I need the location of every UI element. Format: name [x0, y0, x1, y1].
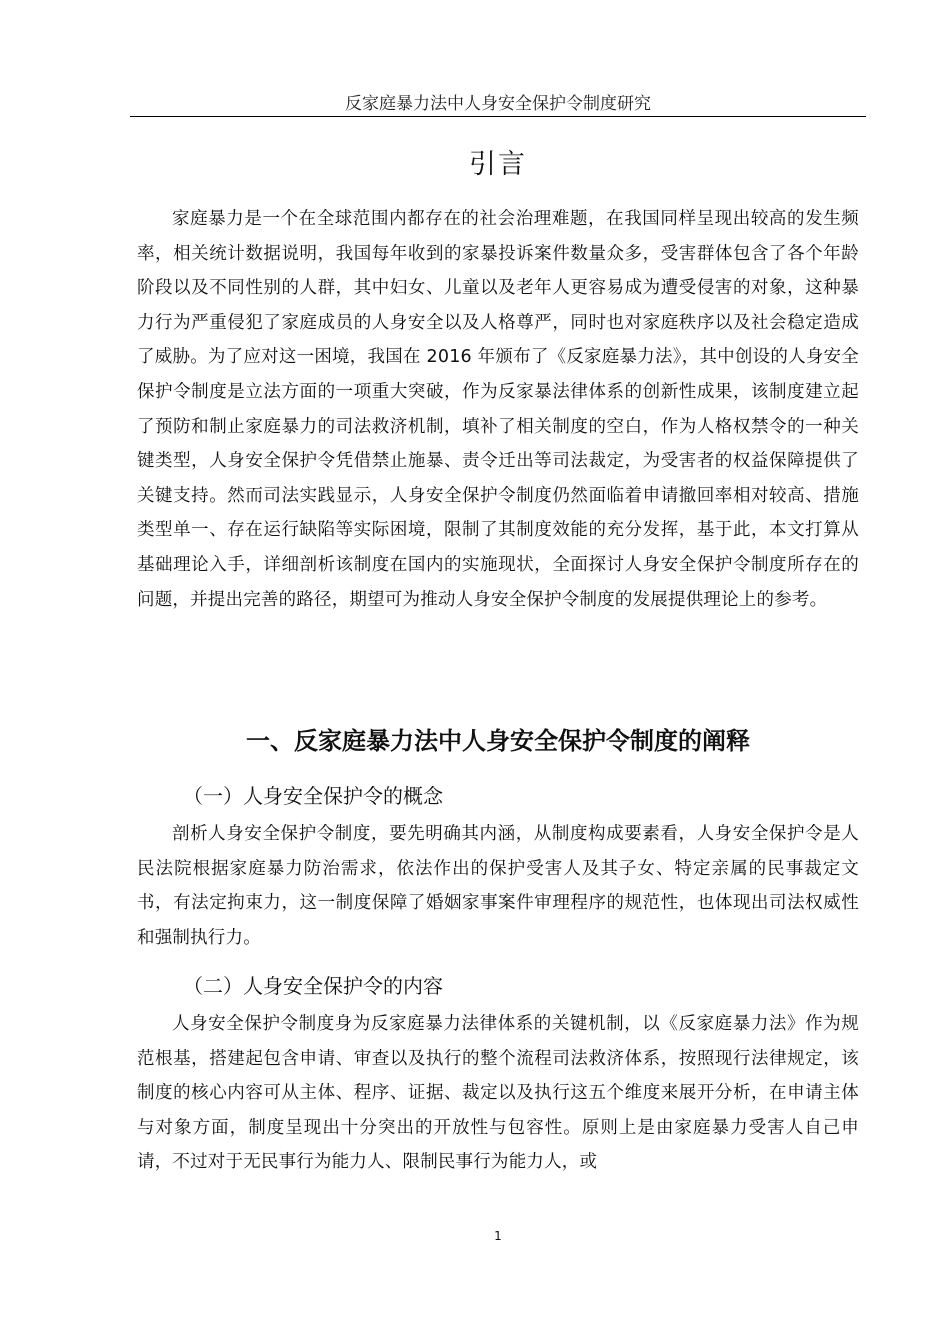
subsection-1-heading: （一）人身安全保护令的概念 — [183, 784, 443, 808]
subsection-2-paragraph: 人身安全保护令制度身为反家庭暴力法律体系的关键机制，以《反家庭暴力法》作为规范根基，搭建起包含申请、审查以及执行的整个流程司法救济体系，按照现行法律规定，该制度的核心内容可从主体、程序、证据、裁定以及执行这五个维度来展开分析，在申请主体与对象方面，制度呈现出十分突出的开放性与包容性。原则上是由家庭暴力受害人自己申请，不过对于无民事行为能力人、限制民事行为能力人，或 — [137, 1014, 859, 1173]
subsection-1-paragraph: 剖析人身安全保护令制度，要先明确其内涵，从制度构成要素看，人身安全保护令是人民法院根据家庭暴力防治需求，依法作出的保护受害人及其子女、特定亲属的民事裁定文书，有法定拘束力，这一制度保障了婚姻家事案件审理程序的规范性，也体现出司法权威性和强制执行力。 — [137, 824, 859, 948]
intro-title: 引言 — [469, 149, 527, 180]
header-divider — [130, 116, 866, 117]
section-1-heading: 一、反家庭暴力法中人身安全保护令制度的阐释 — [246, 727, 750, 755]
page-number: 1 — [494, 1229, 502, 1243]
subsection-2-heading: （二）人身安全保护令的内容 — [183, 974, 443, 998]
intro-paragraph: 家庭暴力是一个在全球范围内都存在的社会治理难题，在我国同样呈现出较高的发生频率，相关统计数据说明，我国每年收到的家暴投诉案件数量众多，受害群体包含了各个年龄阶段以及不同性别的人群，其中妇女、儿童以及老年人更容易成为遭受侵害的对象，这种暴力行为严重侵犯了家庭成员的人身安全以及人格尊严，同时也对家庭秩序以及社会稳定造成了威胁。为了应对这一困境，我国在 2016 年颁布了《反家庭暴力法》，其中创设的人身安全保护令制度是立法方面的一项重大突破，作为反家暴法律体系的创新性成果，该制度建立起了预防和制止家庭暴力的司法救济机制，填补了相关制度的空白，作为人格权禁令的一种关键类型，人身安全保护令凭借禁止施暴、责令迁出等司法裁定，为受害者的权益保障提供了关键支持。然而司法实践显示，人身安全保护令制度仍然面临着申请撤回率相对较高、措施类型单一、存在运行缺陷等实际困境，限制了其制度效能的充分发挥，基于此，本文打算从基础理论入手，详细剖析该制度在国内的实施现状，全面探讨人身安全保护令制度所存在的问题，并提出完善的路径，期望可为推动人身安全保护令制度的发展提供理论上的参考。 — [137, 209, 859, 610]
running-header-title: 反家庭暴力法中人身安全保护令制度研究 — [345, 94, 651, 114]
